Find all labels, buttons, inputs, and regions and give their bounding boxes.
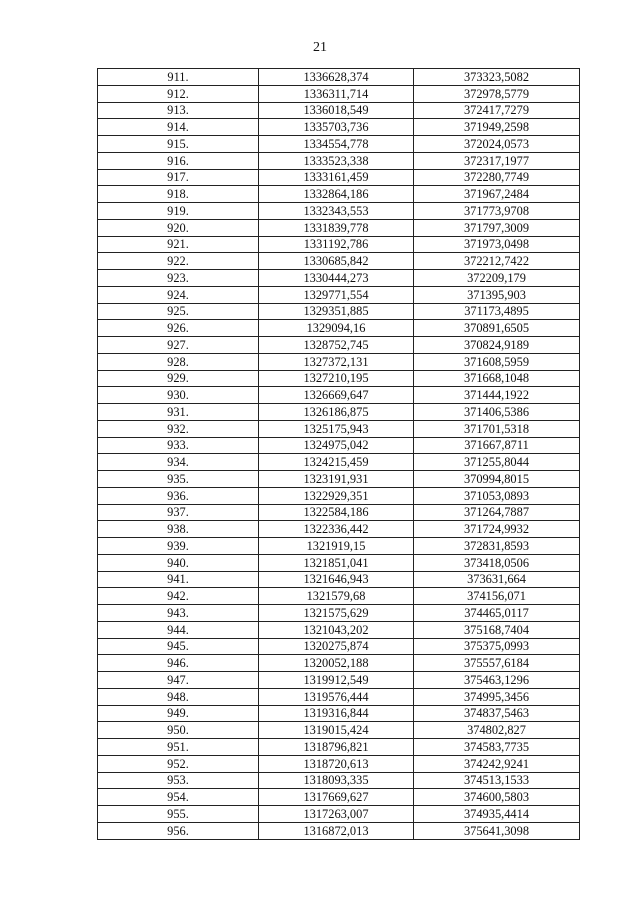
- table-row: [98, 270, 580, 287]
- x-coordinate-cell: 1318093,335: [259, 772, 414, 789]
- point-number-cell: 924.: [98, 286, 259, 303]
- x-coordinate-cell: 1332864,186: [259, 186, 414, 203]
- point-number-cell: 949.: [98, 705, 259, 722]
- point-number-cell: 912.: [98, 85, 259, 102]
- table-row: [98, 186, 580, 203]
- table-row: [98, 337, 580, 354]
- point-number-cell: 950.: [98, 722, 259, 739]
- point-number-cell: 937.: [98, 504, 259, 521]
- point-number-cell: 917.: [98, 169, 259, 186]
- x-coordinate-cell: 1321579,68: [259, 588, 414, 605]
- x-coordinate-cell: 1326186,875: [259, 404, 414, 421]
- table-row: [98, 588, 580, 605]
- y-coordinate-cell: 375375,0993: [414, 638, 580, 655]
- x-coordinate-cell: 1320275,874: [259, 638, 414, 655]
- x-coordinate-cell: 1317263,007: [259, 806, 414, 823]
- y-coordinate-cell: 372978,5779: [414, 85, 580, 102]
- point-number-cell: 913.: [98, 102, 259, 119]
- x-coordinate-cell: 1336628,374: [259, 69, 414, 86]
- y-coordinate-cell: 371949,2598: [414, 119, 580, 136]
- y-coordinate-cell: 371264,7887: [414, 504, 580, 521]
- x-coordinate-cell: 1333523,338: [259, 152, 414, 169]
- table-row: [98, 789, 580, 806]
- table-row: [98, 772, 580, 789]
- point-number-cell: 915.: [98, 136, 259, 153]
- table-row: [98, 69, 580, 86]
- y-coordinate-cell: 371053,0893: [414, 487, 580, 504]
- point-number-cell: 942.: [98, 588, 259, 605]
- table-row: [98, 236, 580, 253]
- point-number-cell: 956.: [98, 822, 259, 839]
- point-number-cell: 936.: [98, 487, 259, 504]
- point-number-cell: 935.: [98, 471, 259, 488]
- x-coordinate-cell: 1329094,16: [259, 320, 414, 337]
- y-coordinate-cell: 372831,8593: [414, 538, 580, 555]
- y-coordinate-cell: 371444,1922: [414, 387, 580, 404]
- table-row: [98, 286, 580, 303]
- point-number-cell: 919.: [98, 203, 259, 220]
- y-coordinate-cell: 375557,6184: [414, 655, 580, 672]
- x-coordinate-cell: 1322336,442: [259, 521, 414, 538]
- x-coordinate-cell: 1324215,459: [259, 454, 414, 471]
- table-row: [98, 454, 580, 471]
- table-row: [98, 420, 580, 437]
- table-row: [98, 353, 580, 370]
- x-coordinate-cell: 1335703,736: [259, 119, 414, 136]
- x-coordinate-cell: 1321043,202: [259, 621, 414, 638]
- table-row: [98, 136, 580, 153]
- point-number-cell: 925.: [98, 303, 259, 320]
- point-number-cell: 930.: [98, 387, 259, 404]
- x-coordinate-cell: 1317669,627: [259, 789, 414, 806]
- y-coordinate-cell: 371608,5959: [414, 353, 580, 370]
- x-coordinate-cell: 1321575,629: [259, 605, 414, 622]
- x-coordinate-cell: 1332343,553: [259, 203, 414, 220]
- point-number-cell: 946.: [98, 655, 259, 672]
- y-coordinate-cell: 374156,071: [414, 588, 580, 605]
- y-coordinate-cell: 374837,5463: [414, 705, 580, 722]
- y-coordinate-cell: 374583,7735: [414, 739, 580, 756]
- point-number-cell: 934.: [98, 454, 259, 471]
- point-number-cell: 953.: [98, 772, 259, 789]
- point-number-cell: 927.: [98, 337, 259, 354]
- y-coordinate-cell: 374600,5803: [414, 789, 580, 806]
- point-number-cell: 948.: [98, 688, 259, 705]
- table-row: [98, 554, 580, 571]
- table-row: [98, 370, 580, 387]
- point-number-cell: 941.: [98, 571, 259, 588]
- x-coordinate-cell: 1331839,778: [259, 219, 414, 236]
- x-coordinate-cell: 1331192,786: [259, 236, 414, 253]
- y-coordinate-cell: 375641,3098: [414, 822, 580, 839]
- table-row: [98, 739, 580, 756]
- point-number-cell: 928.: [98, 353, 259, 370]
- y-coordinate-cell: 373323,5082: [414, 69, 580, 86]
- y-coordinate-cell: 372024,0573: [414, 136, 580, 153]
- x-coordinate-cell: 1321919,15: [259, 538, 414, 555]
- table-row: [98, 152, 580, 169]
- y-coordinate-cell: 372212,7422: [414, 253, 580, 270]
- x-coordinate-cell: 1329351,885: [259, 303, 414, 320]
- table-row: [98, 387, 580, 404]
- table-row: [98, 672, 580, 689]
- x-coordinate-cell: 1330444,273: [259, 270, 414, 287]
- point-number-cell: 911.: [98, 69, 259, 86]
- point-number-cell: 916.: [98, 152, 259, 169]
- y-coordinate-cell: 374802,827: [414, 722, 580, 739]
- coordinates-table: [97, 68, 580, 840]
- point-number-cell: 931.: [98, 404, 259, 421]
- x-coordinate-cell: 1322584,186: [259, 504, 414, 521]
- x-coordinate-cell: 1326669,647: [259, 387, 414, 404]
- point-number-cell: 943.: [98, 605, 259, 622]
- point-number-cell: 920.: [98, 219, 259, 236]
- y-coordinate-cell: 371967,2484: [414, 186, 580, 203]
- table-row: [98, 521, 580, 538]
- y-coordinate-cell: 371724,9932: [414, 521, 580, 538]
- y-coordinate-cell: 371255,8044: [414, 454, 580, 471]
- x-coordinate-cell: 1336018,549: [259, 102, 414, 119]
- y-coordinate-cell: 370891,6505: [414, 320, 580, 337]
- point-number-cell: 944.: [98, 621, 259, 638]
- table-row: [98, 169, 580, 186]
- y-coordinate-cell: 371173,4895: [414, 303, 580, 320]
- y-coordinate-cell: 371406,5386: [414, 404, 580, 421]
- y-coordinate-cell: 371667,8711: [414, 437, 580, 454]
- point-number-cell: 952.: [98, 755, 259, 772]
- y-coordinate-cell: 372417,7279: [414, 102, 580, 119]
- x-coordinate-cell: 1330685,842: [259, 253, 414, 270]
- y-coordinate-cell: 370824,9189: [414, 337, 580, 354]
- point-number-cell: 940.: [98, 554, 259, 571]
- x-coordinate-cell: 1320052,188: [259, 655, 414, 672]
- point-number-cell: 926.: [98, 320, 259, 337]
- table-row: [98, 471, 580, 488]
- y-coordinate-cell: 374513,1533: [414, 772, 580, 789]
- page-number: 21: [313, 40, 327, 55]
- point-number-cell: 914.: [98, 119, 259, 136]
- table-row: [98, 538, 580, 555]
- table-row: [98, 638, 580, 655]
- y-coordinate-cell: 375168,7404: [414, 621, 580, 638]
- y-coordinate-cell: 372317,1977: [414, 152, 580, 169]
- table-row: [98, 119, 580, 136]
- y-coordinate-cell: 371701,5318: [414, 420, 580, 437]
- point-number-cell: 954.: [98, 789, 259, 806]
- table-row: [98, 253, 580, 270]
- point-number-cell: 938.: [98, 521, 259, 538]
- x-coordinate-cell: 1319015,424: [259, 722, 414, 739]
- x-coordinate-cell: 1319316,844: [259, 705, 414, 722]
- table-row: [98, 655, 580, 672]
- point-number-cell: 932.: [98, 420, 259, 437]
- table-row: [98, 303, 580, 320]
- table-row: [98, 705, 580, 722]
- point-number-cell: 945.: [98, 638, 259, 655]
- x-coordinate-cell: 1318796,821: [259, 739, 414, 756]
- table-row: [98, 102, 580, 119]
- y-coordinate-cell: 370994,8015: [414, 471, 580, 488]
- x-coordinate-cell: 1316872,013: [259, 822, 414, 839]
- y-coordinate-cell: 374995,3456: [414, 688, 580, 705]
- y-coordinate-cell: 374935,4414: [414, 806, 580, 823]
- table-row: [98, 504, 580, 521]
- x-coordinate-cell: 1324975,042: [259, 437, 414, 454]
- point-number-cell: 933.: [98, 437, 259, 454]
- point-number-cell: 939.: [98, 538, 259, 555]
- table-row: [98, 320, 580, 337]
- x-coordinate-cell: 1334554,778: [259, 136, 414, 153]
- x-coordinate-cell: 1336311,714: [259, 85, 414, 102]
- point-number-cell: 923.: [98, 270, 259, 287]
- y-coordinate-cell: 371668,1048: [414, 370, 580, 387]
- y-coordinate-cell: 371395,903: [414, 286, 580, 303]
- x-coordinate-cell: 1321851,041: [259, 554, 414, 571]
- x-coordinate-cell: 1322929,351: [259, 487, 414, 504]
- x-coordinate-cell: 1325175,943: [259, 420, 414, 437]
- x-coordinate-cell: 1327210,195: [259, 370, 414, 387]
- table-row: [98, 822, 580, 839]
- table-row: [98, 571, 580, 588]
- y-coordinate-cell: 371797,3009: [414, 219, 580, 236]
- table-row: [98, 437, 580, 454]
- table-row: [98, 203, 580, 220]
- coordinates-table-body: [98, 69, 580, 840]
- y-coordinate-cell: 375463,1296: [414, 672, 580, 689]
- y-coordinate-cell: 372209,179: [414, 270, 580, 287]
- table-row: [98, 605, 580, 622]
- point-number-cell: 918.: [98, 186, 259, 203]
- point-number-cell: 929.: [98, 370, 259, 387]
- table-row: [98, 219, 580, 236]
- table-row: [98, 755, 580, 772]
- point-number-cell: 951.: [98, 739, 259, 756]
- table-row: [98, 85, 580, 102]
- y-coordinate-cell: 374465,0117: [414, 605, 580, 622]
- table-row: [98, 487, 580, 504]
- table-row: [98, 404, 580, 421]
- x-coordinate-cell: 1327372,131: [259, 353, 414, 370]
- point-number-cell: 955.: [98, 806, 259, 823]
- point-number-cell: 921.: [98, 236, 259, 253]
- table-row: [98, 722, 580, 739]
- x-coordinate-cell: 1328752,745: [259, 337, 414, 354]
- y-coordinate-cell: 371773,9708: [414, 203, 580, 220]
- x-coordinate-cell: 1329771,554: [259, 286, 414, 303]
- x-coordinate-cell: 1319576,444: [259, 688, 414, 705]
- y-coordinate-cell: 373418,0506: [414, 554, 580, 571]
- table-row: [98, 806, 580, 823]
- x-coordinate-cell: 1318720,613: [259, 755, 414, 772]
- x-coordinate-cell: 1333161,459: [259, 169, 414, 186]
- x-coordinate-cell: 1319912,549: [259, 672, 414, 689]
- point-number-cell: 947.: [98, 672, 259, 689]
- point-number-cell: 922.: [98, 253, 259, 270]
- x-coordinate-cell: 1321646,943: [259, 571, 414, 588]
- table-row: [98, 621, 580, 638]
- y-coordinate-cell: 372280,7749: [414, 169, 580, 186]
- x-coordinate-cell: 1323191,931: [259, 471, 414, 488]
- y-coordinate-cell: 371973,0498: [414, 236, 580, 253]
- y-coordinate-cell: 374242,9241: [414, 755, 580, 772]
- y-coordinate-cell: 373631,664: [414, 571, 580, 588]
- table-row: [98, 688, 580, 705]
